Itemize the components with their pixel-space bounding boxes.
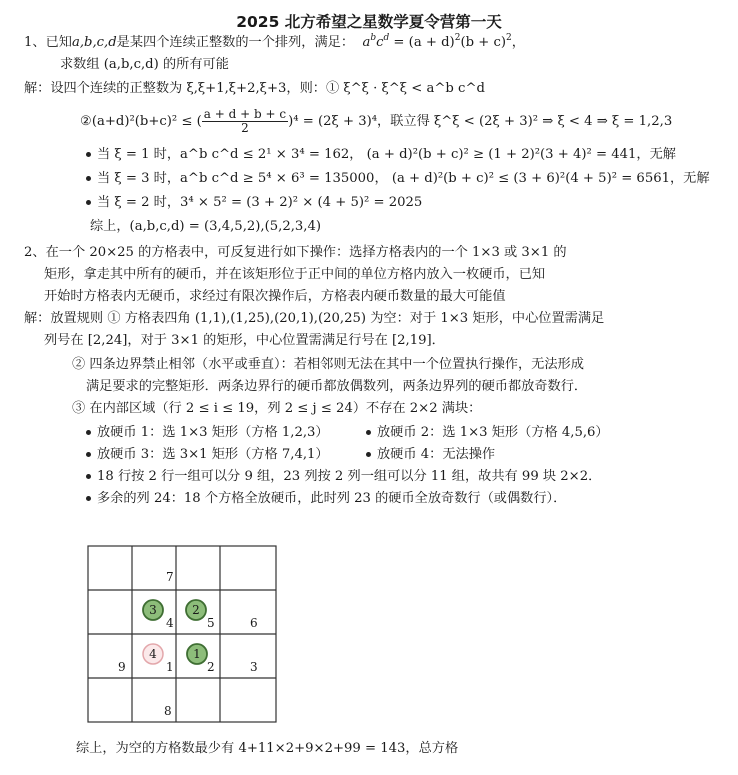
coin-1 xyxy=(187,644,207,664)
solution-2-line-1: 解：放置规则 ① 方格表四角 (1,1),(1,25),(20,1),(20,25) 为空：对于 1×3 矩形，中心位置需满足 xyxy=(24,311,605,326)
grouping-note: 18 行按 2 行一组可以分 9 组，23 列按 2 列一组可以分 11 组，故共有 99 块 2×2． xyxy=(86,468,601,486)
problem-2-line-2: 矩形，拿走其中所有的硬币，并在该矩形位于正中间的单位方格内放入一枚硬币，已知 xyxy=(44,267,546,282)
coin-2 xyxy=(186,600,206,620)
problem-2-line-1: 2、在一个 20×25 的方格表中，可反复进行如下操作：选择方格表内的一个 1×3 或 3×1 的 xyxy=(24,245,567,260)
solution-1-step-2: ②(a+d)²(b+c)² ≤ ( $\frac{a + d + b + c}{2}$ )⁴ = (2ξ + 3)⁴，联立得 ξ^ξ < (2ξ + 3)² ⇒ ξ < 4 ⇒ ξ = 1,2,3 xyxy=(80,107,673,135)
cell-label-8: 8 xyxy=(164,704,172,718)
cell-label-9: 9 xyxy=(118,660,126,674)
solution-1-lead: 解：设四个连续的正整数为 ξ,ξ+1,ξ+2,ξ+3，则：① ξ^ξ · ξ^ξ < a^b c^d xyxy=(24,81,485,96)
cell-label-4: 4 xyxy=(166,616,174,630)
coins xyxy=(143,600,207,664)
coin-step-2: 放硬币 2：选 1×3 矩形（方格 4,5,6） xyxy=(366,424,609,442)
solution-2-line-3: ② 四条边界禁止相邻（水平或垂直）：若相邻则无法在其中一个位置执行操作，无法形成 xyxy=(72,357,584,372)
cell-label-5: 5 xyxy=(207,616,215,630)
cell-label-1: 1 xyxy=(166,660,174,674)
cell-label-2: 2 xyxy=(207,660,215,674)
solution-2-line-4: 满足要求的完整矩形．两条边界行的硬币都放偶数列，两条边界列的硬币都放奇数行． xyxy=(86,379,588,394)
final-conclusion: 综上，为空的方格数最少有 4+11×2+9×2+99 = 143，总方格 xyxy=(76,741,459,756)
cell-label-3: 3 xyxy=(250,660,258,674)
coin-4 xyxy=(143,644,163,664)
page-title: 2025 北方希望之星数学夏令营第一天 xyxy=(236,13,502,31)
cell-labels xyxy=(118,570,258,718)
problem-1-line-2: 求数组 (a,b,c,d) 的所有可能 xyxy=(60,57,229,72)
solution-1-case-3: 当 ξ = 3 时，a^b c^d ≥ 5⁴ × 6³ = 135000， (a + d)²(b + c)² ≤ (3 + 6)²(4 + 5)² = 6561，无解 xyxy=(86,170,710,188)
svg-text:4: 4 xyxy=(149,647,157,661)
solution-2-line-5: ③ 在内部区域（行 2 ≤ i ≤ 19，列 2 ≤ j ≤ 24）不存在 2×2 满块： xyxy=(72,401,482,416)
coin-step-3: 放硬币 3：选 3×1 矩形（方格 7,4,1） xyxy=(86,446,329,464)
coin-step-4: 放硬币 4：无法操作 xyxy=(366,446,495,464)
coin-step-1: 放硬币 1：选 1×3 矩形（方格 1,2,3） xyxy=(86,424,329,442)
solution-1-case-2: 当 ξ = 2 时，3⁴ × 5² = (3 + 2)² × (4 + 5)² = 2025 xyxy=(86,194,422,212)
problem-2-line-3: 开始时方格表内无硬币，求经过有限次操作后，方格表内硬币数量的最大可能值 xyxy=(44,289,506,304)
solution-1-conclusion: 综上，(a,b,c,d) = (3,4,5,2),(5,2,3,4) xyxy=(90,219,322,234)
coin-3 xyxy=(143,600,163,620)
grid-lines xyxy=(88,546,276,722)
svg-text:2: 2 xyxy=(192,603,200,617)
svg-text:1: 1 xyxy=(193,647,201,661)
solution-1-case-1: 当 ξ = 1 时，a^b c^d ≤ 2¹ × 3⁴ = 162， (a + d)²(b + c)² ≥ (1 + 2)²(3 + 4)² = 441，无解 xyxy=(86,146,676,164)
solution-2-line-2: 列号在 [2,24]，对于 3×1 的矩形，中心位置需满足行号在 [2,19]． xyxy=(44,333,445,348)
problem-1-statement: 1、已知a,b,c,d是某四个连续正整数的一个排列，满足： $a^bc^d = (a + d)^2(b + c)^2$， xyxy=(24,33,525,50)
fraction: $\frac{a + d + b + c}{2}$ xyxy=(203,107,287,135)
cell-label-7: 7 xyxy=(166,570,174,584)
svg-text:3: 3 xyxy=(149,603,157,617)
cell-label-6: 6 xyxy=(250,616,258,630)
extra-column-note: 多余的列 24：18 个方格全放硬币，此时列 23 的硬币全放奇数行（或偶数行）． xyxy=(86,490,566,508)
